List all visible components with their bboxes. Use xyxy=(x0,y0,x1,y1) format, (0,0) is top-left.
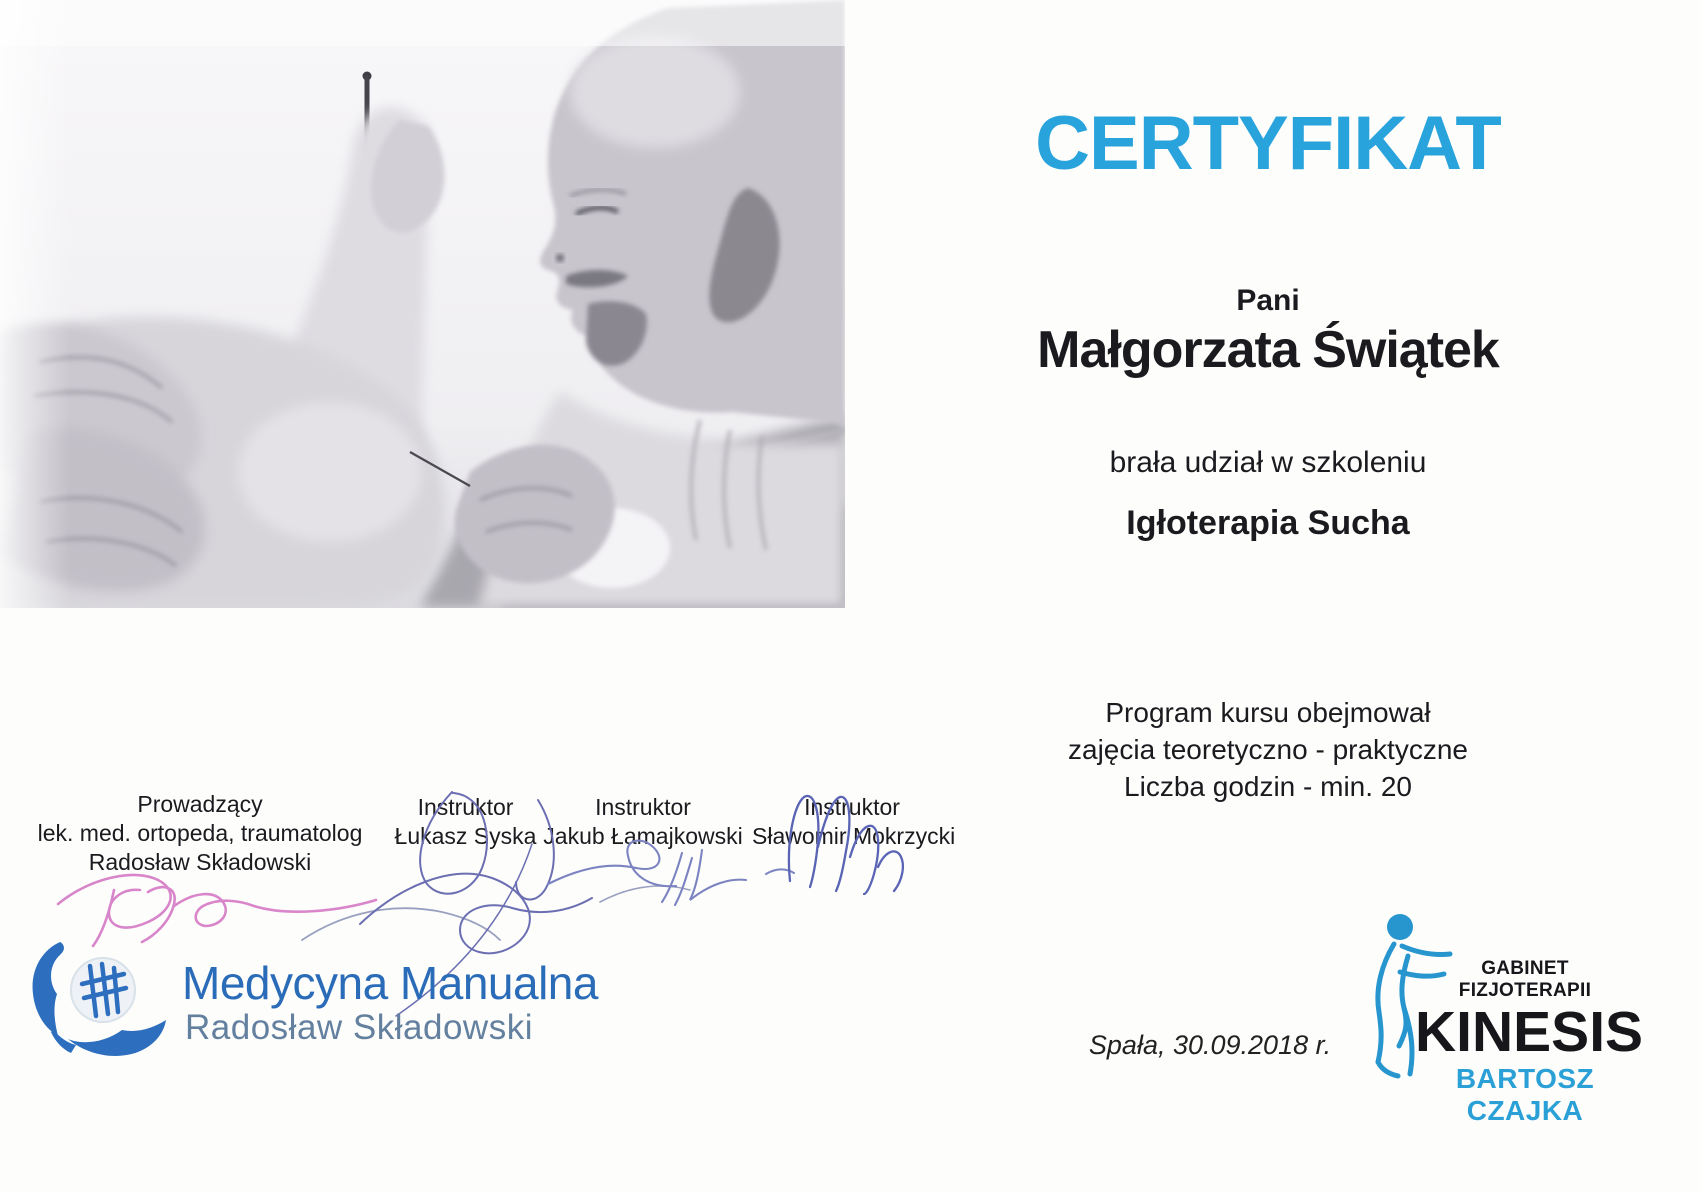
program-line-1: Program kursu obejmował xyxy=(1105,697,1431,728)
program-line-3: Liczba godzin - min. 20 xyxy=(1124,771,1412,802)
medycyna-manualna-wordmark: Medycyna Manualna xyxy=(182,957,598,1009)
signer-instructor-2-name: Jakub Łamajkowski xyxy=(543,823,743,849)
course-name: Igłoterapia Sucha xyxy=(1126,504,1410,542)
certificate-title: CERTYFIKAT xyxy=(1035,101,1501,186)
signer-instructor-3-role: Instruktor xyxy=(804,794,900,820)
recipient-name: Małgorzata Świątek xyxy=(1037,321,1499,379)
kinesis-wordmark: KINESIS xyxy=(1415,1000,1644,1064)
signer-instructor-2-role: Instruktor xyxy=(595,794,691,820)
signer-instructor-1-name: Łukasz Syska xyxy=(394,823,537,849)
signer-instructor-3 xyxy=(752,793,956,851)
signer-leader-role: Prowadzący xyxy=(137,791,263,817)
signer-leader-name: Radosław Składowski xyxy=(88,849,312,875)
signer-instructor-3-name: Sławomir Mokrzycki xyxy=(752,823,956,849)
signer-instructor-2 xyxy=(543,793,743,851)
signer-instructor-1 xyxy=(383,793,548,851)
program-description xyxy=(960,694,1576,805)
hands-cradling-needles-icon xyxy=(24,940,174,1068)
program-line-2: zajęcia teoretyczno - praktyczne xyxy=(1068,734,1468,765)
participation-line: brała udział w szkoleniu xyxy=(1109,446,1427,479)
kinesis-tagline: GABINET FIZJOTERAPII xyxy=(1458,958,1592,1001)
course-photo xyxy=(0,0,845,608)
kinesis-logo-block xyxy=(1415,958,1644,1127)
place-date: Spała, 30.09.2018 r. xyxy=(1088,1030,1332,1060)
medycyna-manualna-person: Radosław Składowski xyxy=(185,1008,533,1047)
kinesis-person: BARTOSZ CZAJKA xyxy=(1455,1063,1595,1126)
salutation: Pani xyxy=(1236,284,1300,317)
signer-leader-credentials: lek. med. ortopeda, traumatolog xyxy=(37,820,363,846)
signer-instructor-1-role: Instruktor xyxy=(417,794,514,820)
signer-leader xyxy=(28,790,372,877)
